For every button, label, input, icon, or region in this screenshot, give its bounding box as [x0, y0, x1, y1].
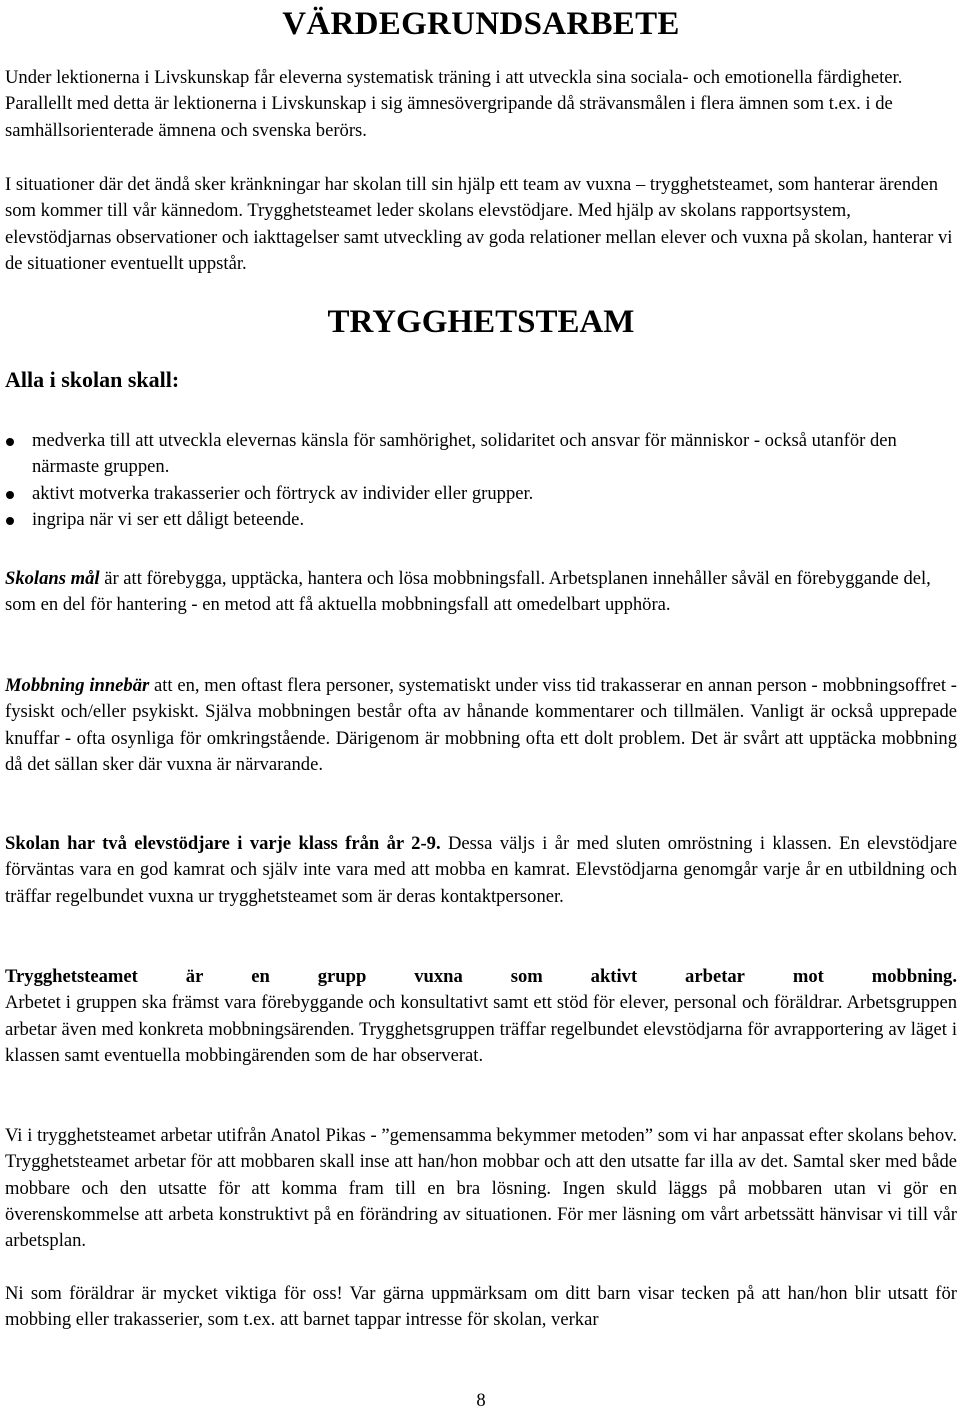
list-item	[5, 507, 957, 533]
team-text: Arbetet i gruppen ska främst vara förebyggande och konsultativt samt ett stöd för elever, personal och föräldrar. Arbetsgruppen arbetar även med konkreta mobbningsärenden. Trygghetsgruppen träffar regelbundet elevstödjarna för avrapportering av läget i klassen samt eventuella mobbingärenden som de har observerat.	[5, 992, 957, 1066]
team-lead-word: grupp	[317, 966, 367, 987]
bullet-icon	[6, 517, 14, 525]
situations-paragraph: I situationer där det ändå sker kränkningar har skolan till sin hjälp ett team av vuxna – trygghetsteamet, som hanterar ärenden som kommer till vår kännedom. Trygghetsteamet leder skolans elevstödjare. Med hjälp av skolans rapportsystem, elevstödjarnas observationer och iakttagelser samt utveckling av goda relationer mellan elever och vuxna på skolan, hanterar vi de situationer eventuellt uppstår.	[5, 174, 953, 274]
intro-paragraph: Under lektionerna i Livskunskap får eleverna systematisk träning i att utveckla sina sociala- och emotionella färdigheter. Parallellt med detta är lektionerna i Livskunskap i sig ämnesövergripande då strävansmålen i flera ämnen som t.ex. i de samhällsorienterade ämnena och svenska berörs.	[5, 67, 903, 141]
bullying-text: att en, men oftast flera personer, systematiskt under viss tid trakasserar en annan person - mobbningsoffret - fysiskt och/eller psykiskt. Själva mobbningen består ofta av hånande kommentarer och tillmälen. Vanligt är också upprepade knuffar - ofta osynliga för omkringstående. Därigenom är mobbning ofta ett dolt problem. Det är svårt att upptäcka mobbning då det sällan sker där vuxna är närvarande.	[5, 675, 957, 775]
team-lead-word: aktivt	[590, 966, 638, 987]
bullet-text: ingripa när vi ser ett dåligt beteende.	[32, 508, 305, 530]
supporters-text: Dessa väljs i år med sluten omröstning i klassen. En elevstödjare förväntas vara en god kamrat och själv inte vara med att mobba en kamrat. Elevstödjarna genomgår varje år en utbildning och träffar regelbundet vuxna ur trygghetsteamet som är deras kontaktpersoner.	[5, 833, 957, 907]
team-lead-word: en	[251, 966, 270, 987]
supporters-lead: Skolan har två elevstödjare i varje klass från år 2-9.	[5, 833, 441, 854]
list-item	[5, 428, 957, 481]
team-lead-word: mobbning.	[871, 966, 957, 987]
team-lead-word: arbetar	[685, 966, 745, 987]
page-title: VÄRDEGRUNDSARBETE	[282, 6, 680, 42]
supporters-paragraph	[5, 831, 957, 910]
team-lead-word: Trygghetsteamet	[5, 966, 138, 987]
team-lead-line	[5, 964, 957, 990]
list-item	[5, 481, 957, 507]
bullet-text: medverka till att utveckla elevernas känsla för samhörighet, solidaritet och ansvar för människor - också utanför den närmaste gruppen.	[32, 430, 897, 478]
goal-paragraph	[5, 566, 957, 619]
goal-text: är att förebygga, upptäcka, hantera och lösa mobbningsfall. Arbetsplanen innehåller såväl en förebyggande del, som en del för hantering - en metod att få aktuella mobbningsfall att omedelbart upphöra.	[5, 568, 931, 616]
all-heading: Alla i skolan skall:	[5, 367, 180, 392]
section-heading: TRYGGHETSTEAM	[327, 304, 635, 340]
bullying-paragraph	[5, 673, 957, 778]
goal-lead: Skolans mål	[5, 568, 100, 589]
team-lead-word: vuxna	[414, 966, 463, 987]
team-lead-word: mot	[792, 966, 824, 987]
team-lead-word: är	[185, 966, 204, 987]
bullet-icon	[6, 438, 14, 446]
team-paragraph	[5, 964, 957, 1069]
team-lead-word: som	[510, 966, 543, 987]
page-number: 8	[476, 1390, 486, 1411]
bullet-list	[5, 428, 957, 533]
bullet-text: aktivt motverka trakasserier och förtryck av individer eller grupper.	[32, 482, 534, 504]
pikas-paragraph: Vi i trygghetsteamet arbetar utifrån Anatol Pikas - ”gemensamma bekymmer metoden” som vi har anpassat efter skolans behov. Trygghetsteamet arbetar för att mobbaren skall inse att han/hon mobbar och att den utsatte far illa av det. Samtal sker med både mobbare och den utsatte för att komma fram till en bra lösning. Ingen skuld läggs på mobbaren utan vi gör en överenskommelse att arbeta konstruktivt på en förändring av situationen. För mer läsning om vårt arbetssätt hänvisar vi till vår arbetsplan.	[5, 1125, 957, 1252]
parents-paragraph: Ni som föräldrar är mycket viktiga för oss! Var gärna uppmärksam om ditt barn visar tecken på att han/hon blir utsatt för mobbing eller trakasserier, som t.ex. att barnet tappar intresse för skolan, verkar	[5, 1283, 957, 1331]
bullet-icon	[6, 491, 14, 499]
bullying-lead: Mobbning innebär	[5, 675, 150, 696]
